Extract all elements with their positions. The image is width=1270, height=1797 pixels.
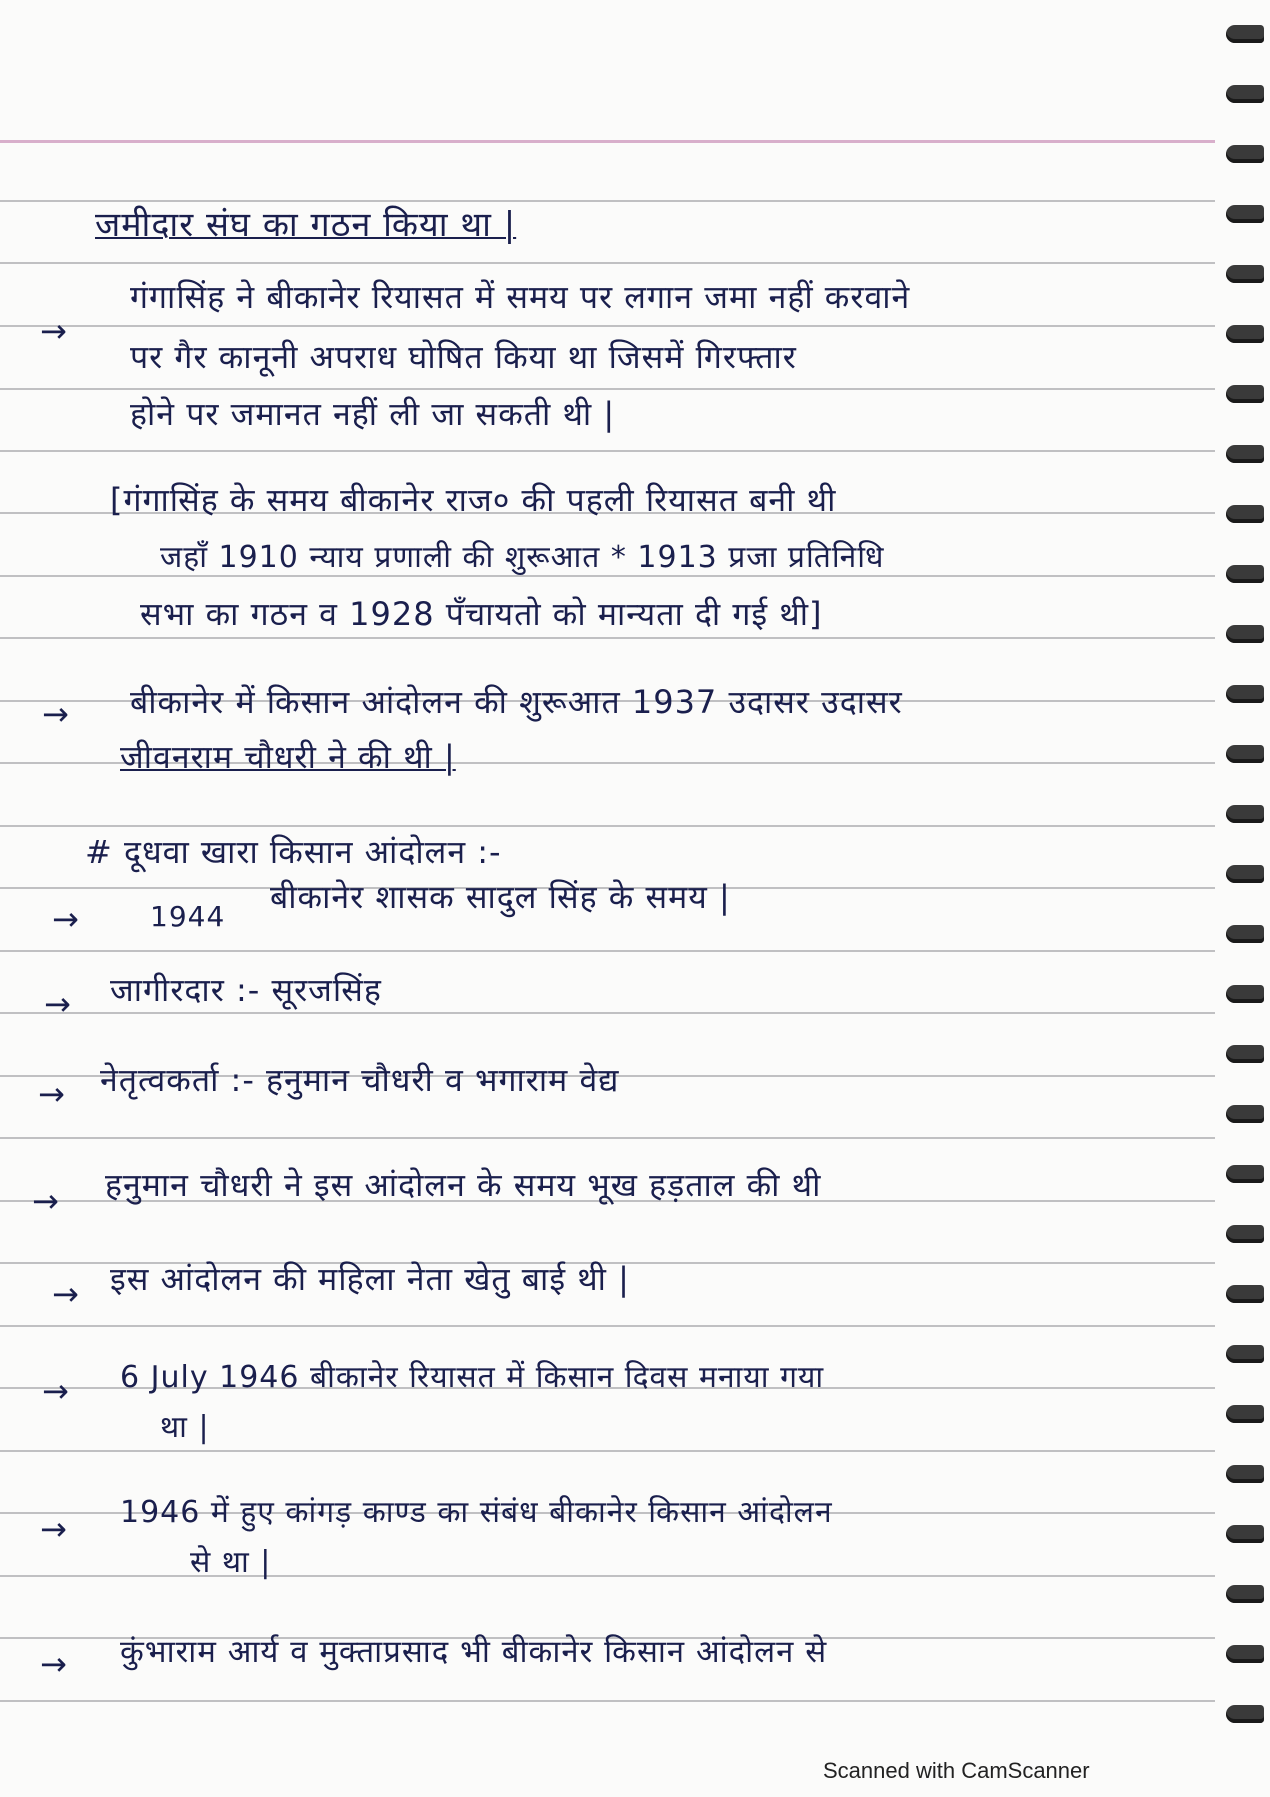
binding-ring [1226,1165,1264,1183]
binding-ring [1226,1405,1264,1423]
binding-ring [1226,745,1264,763]
camscanner-watermark: Scanned with CamScanner [823,1758,1090,1783]
ruled-line [0,388,1215,390]
binding-ring [1226,1105,1264,1123]
note-line: [गंगासिंह के समय बीकानेर राज० की पहली रियासत बनी थी [110,481,837,519]
note-line: 1946 में हुए कांगड़ काण्ड का संबंध बीकानेर किसान आंदोलन [120,1495,833,1530]
note-line: जीवनराम चौधरी ने की थी | [120,738,456,776]
note-line: था | [160,1410,210,1445]
binding-ring [1226,865,1264,883]
ruled-line [0,1575,1215,1577]
note-line: पर गैर कानूनी अपराध घोषित किया था जिसमें गिरफ्तार [130,338,797,376]
note-line: सभा का गठन व 1928 पँचायतो को मान्यता दी गई थी] [140,595,823,633]
binding-ring [1226,1525,1264,1543]
note-line: गंगासिंह ने बीकानेर रियासत में समय पर लगान जमा नहीं करवाने [130,278,911,316]
binding-ring [1226,1285,1264,1303]
ruled-line [0,1700,1215,1702]
ruled-line [0,825,1215,827]
binding-ring [1226,145,1264,163]
note-line: जहाँ 1910 न्याय प्रणाली की शुरूआत * 1913 प्रजा प्रतिनिधि [160,540,885,575]
note-line: होने पर जमानत नहीं ली जा सकती थी | [130,395,616,433]
note-line: बीकानेर में किसान आंदोलन की शुरूआत 1937 उदासर उदासर [130,683,903,721]
note-line: कुंभाराम आर्य व मुक्ताप्रसाद भी बीकानेर किसान आंदोलन से [120,1634,828,1670]
bullet-arrow-icon: → [40,1645,67,1683]
note-line: जागीरदार :- सूरजसिंह [110,971,382,1009]
binding-ring [1226,385,1264,403]
ruled-line [0,1012,1215,1014]
binding-ring [1226,1345,1264,1363]
bullet-arrow-icon: → [42,695,69,733]
note-line: 6 July 1946 बीकानेर रियासत में किसान दिवस मनाया गया [120,1360,825,1395]
ruled-line [0,637,1215,639]
note-line: 1944 [150,900,226,933]
bullet-arrow-icon: → [38,1075,65,1113]
binding-ring [1226,265,1264,283]
binding-ring [1226,685,1264,703]
binding-ring [1226,565,1264,583]
binding-ring [1226,1225,1264,1243]
note-line: हनुमान चौधरी ने इस आंदोलन के समय भूख हड़ताल की थी [105,1166,822,1204]
ruled-line [0,1137,1215,1139]
binding-ring [1226,1705,1264,1723]
binding-ring [1226,1585,1264,1603]
note-line: बीकानेर शासक सादुल सिंह के समय | [270,878,731,916]
bullet-arrow-icon: → [44,985,71,1023]
ruled-line [0,1325,1215,1327]
bullet-arrow-icon: → [32,1182,59,1220]
binding-ring [1226,85,1264,103]
binding-ring [1226,445,1264,463]
bullet-arrow-icon: → [52,900,79,938]
note-line: जमीदार संघ का गठन किया था | [95,205,517,245]
binding-ring [1226,925,1264,943]
binding-ring [1226,25,1264,43]
note-line: नेतृत्वकर्ता :- हनुमान चौधरी व भगाराम वेद्य [100,1061,620,1099]
note-line: इस आंदोलन की महिला नेता खेतु बाई थी | [110,1260,630,1298]
top-margin-line [0,140,1215,143]
bullet-arrow-icon: → [40,312,67,350]
binding-ring [1226,985,1264,1003]
bullet-arrow-icon: → [40,1510,67,1548]
binding-ring [1226,505,1264,523]
note-line: से था | [190,1545,272,1580]
binding-ring [1226,205,1264,223]
bullet-arrow-icon: → [42,1372,69,1410]
binding-ring [1226,325,1264,343]
spiral-binding [1210,0,1270,1797]
binding-ring [1226,1465,1264,1483]
ruled-line [0,950,1215,952]
section-heading: # दूधवा खारा किसान आंदोलन :- [85,833,502,871]
binding-ring [1226,1645,1264,1663]
bullet-arrow-icon: → [52,1275,79,1313]
binding-ring [1226,1045,1264,1063]
ruled-line [0,1450,1215,1452]
ruled-line [0,325,1215,327]
ruled-line [0,262,1215,264]
binding-ring [1226,805,1264,823]
binding-ring [1226,625,1264,643]
ruled-line [0,450,1215,452]
